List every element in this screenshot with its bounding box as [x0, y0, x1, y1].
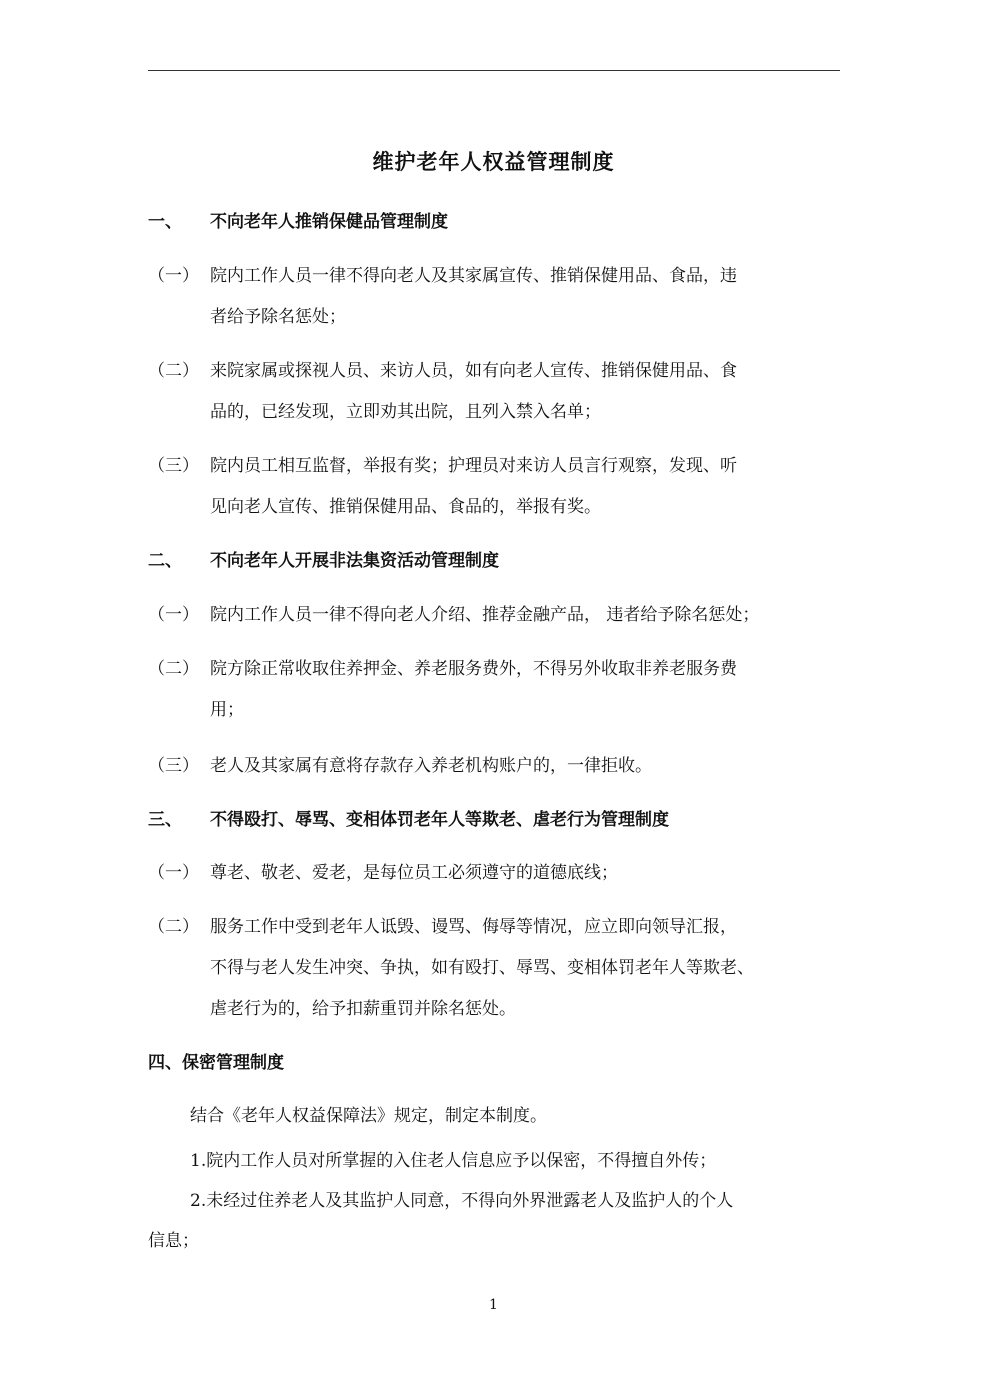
item-text-line: 老人及其家属有意将存款存入养老机构账户的，一律拒收。	[210, 756, 652, 776]
section-number: 一、	[148, 212, 182, 232]
item-text-line: 来院家属或探视人员、来访人员，如有向老人宣传、推销保健用品、食	[210, 361, 737, 381]
item-marker: （三）	[148, 456, 199, 476]
item-marker: （二）	[148, 361, 199, 381]
section-heading-2	[0, 550, 987, 572]
item-marker: （二）	[148, 659, 199, 679]
item-text-line: 院内员工相互监督，举报有奖；护理员对来访人员言行观察，发现、听	[210, 456, 737, 476]
item-text-line: 院方除正常收取住养押金、养老服务费外，不得另外收取非养老服务费	[210, 659, 737, 679]
page-number: 1	[489, 1297, 498, 1313]
item-text-line: 院内工作人员一律不得向老人介绍、推荐金融产品， 违者给予除名惩处；	[210, 605, 760, 625]
item-text-line: 用；	[210, 700, 244, 720]
section-heading-text: 不得殴打、辱骂、变相体罚老年人等欺老、虐老行为管理制度	[210, 810, 669, 830]
numbered-point: 1.院内工作人员对所掌握的入住老人信息应予以保密，不得擅自外传；	[190, 1151, 717, 1171]
section-number: 三、	[148, 810, 182, 830]
item-text-line: 尊老、敬老、爱老，是每位员工必须遵守的道德底线；	[210, 863, 618, 883]
section-heading-1	[0, 211, 987, 233]
numbered-point: 2.未经过住养老人及其监护人同意，不得向外界泄露老人及监护人的个人	[190, 1191, 734, 1211]
item-text-line: 不得与老人发生冲突、争执，如有殴打、辱骂、变相体罚老年人等欺老、	[210, 958, 754, 978]
section-number: 二、	[148, 551, 182, 571]
section-heading-text: 不向老年人推销保健品管理制度	[210, 212, 448, 232]
item-marker: （二）	[148, 917, 199, 937]
numbered-point-continuation: 信息；	[148, 1231, 199, 1251]
section-heading-text: 不向老年人开展非法集资活动管理制度	[210, 551, 499, 571]
item-text-line: 者给予除名惩处；	[210, 307, 346, 327]
item-marker: （一）	[148, 863, 199, 883]
item-text-line: 服务工作中受到老年人诋毁、谩骂、侮辱等情况，应立即向领导汇报，	[210, 917, 737, 937]
document-title: 维护老年人权益管理制度	[372, 149, 615, 174]
item-marker: （一）	[148, 605, 199, 625]
item-text-line: 品的，已经发现，立即劝其出院，且列入禁入名单；	[210, 402, 601, 422]
item-text-line: 见向老人宣传、推销保健用品、食品的，举报有奖。	[210, 497, 601, 517]
header-rule	[148, 70, 840, 71]
section-heading-4: 四、保密管理制度	[148, 1053, 284, 1073]
section-heading-3	[0, 809, 987, 831]
item-text-line: 虐老行为的，给予扣薪重罚并除名惩处。	[210, 999, 516, 1019]
item-marker: （三）	[148, 756, 199, 776]
item-text-line: 院内工作人员一律不得向老人及其家属宣传、推销保健用品、食品，违	[210, 266, 737, 286]
item-marker: （一）	[148, 266, 199, 286]
section-intro: 结合《老年人权益保障法》规定，制定本制度。	[190, 1106, 547, 1126]
